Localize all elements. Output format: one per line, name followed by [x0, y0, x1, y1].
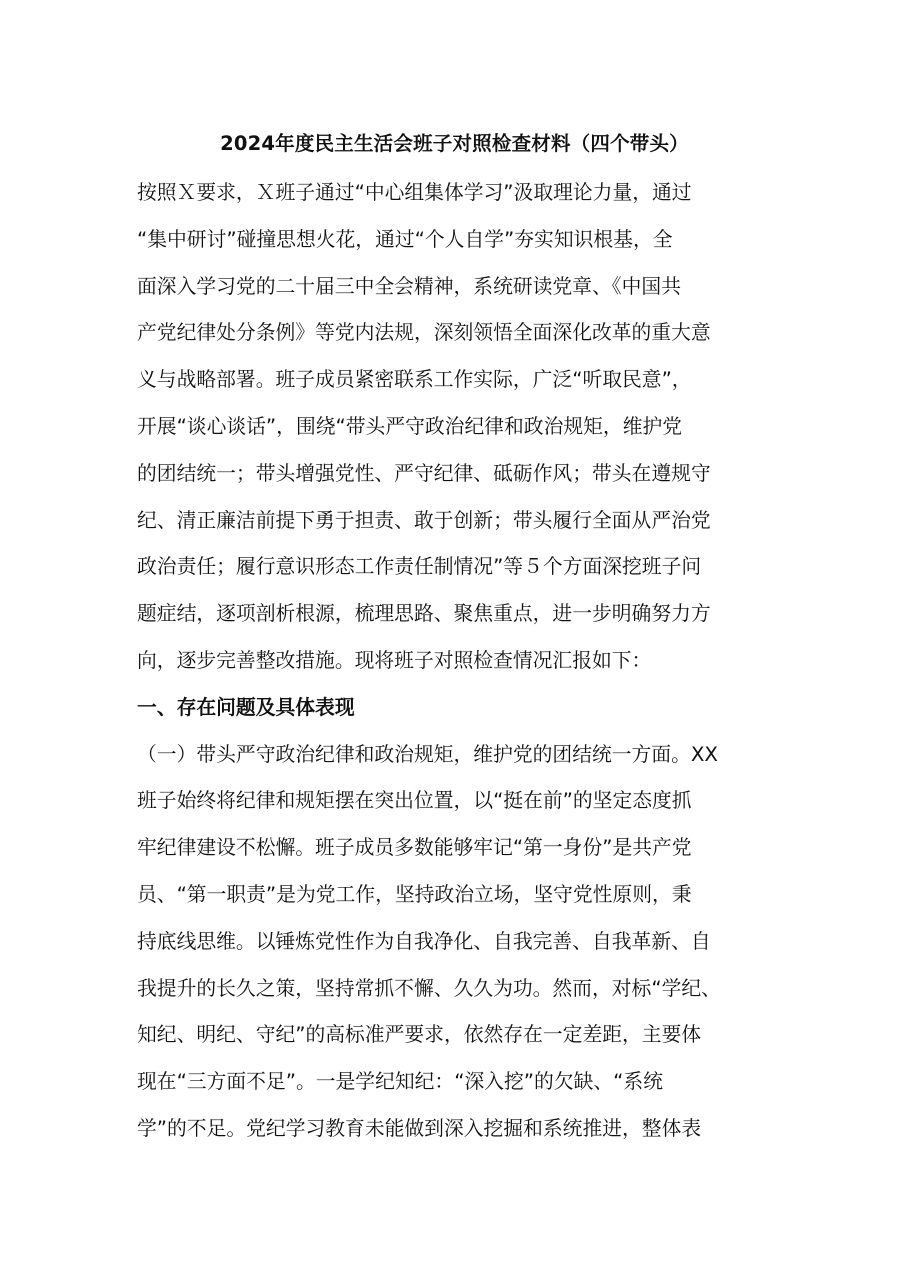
body-line-14: 班子始终将纪律和规矩摆在突出位置，以“挺在前”的坚定态度抓 — [137, 789, 692, 813]
body-line-6: 开展“谈心谈话”，围绕“带头严守政治纪律和政治规矩，维护党 — [137, 414, 683, 438]
body-line-4: 产党纪律处分条例》等党内法规，深刻领悟全面深化改革的重大意 — [137, 321, 711, 345]
section-heading: 一、存在问题及具体表现 — [137, 695, 355, 719]
body-line-7: 的团结统一；带头增强党性、严守纪律、砥砺作风；带头在遵规守 — [137, 461, 711, 485]
body-line-18: 我提升的长久之策，坚持常抓不懈、久久为功。然而，对标“学纪、 — [137, 976, 721, 1000]
document-title: 2024年度民主生活会班子对照检查材料（四个带头） — [220, 132, 689, 155]
document-body — [137, 170, 797, 1153]
body-line-5: 义与战略部署。班子成员紧密联系工作实际，广泛“听取民意”， — [137, 368, 692, 392]
body-line-21: 学”的不足。党纪学习教育未能做到深入挖掘和系统推进，整体表 — [137, 1116, 702, 1140]
body-line-16: 员、“第一职责”是为党工作，坚持政治立场，坚守党性原则，秉 — [137, 882, 692, 906]
body-line-9: 政治责任；履行意识形态工作责任制情况”等５个方面深挖班子问 — [137, 555, 702, 579]
body-line-8: 纪、清正廉洁前提下勇于担责、敢于创新；带头履行全面从严治党 — [137, 508, 711, 532]
body-line-1: 按照Ｘ要求，Ｘ班子通过“中心组集体学习”汲取理论力量，通过 — [137, 181, 692, 204]
body-line-19: 知纪、明纪、守纪”的高标准严要求，依然存在一定差距，主要体 — [137, 1023, 702, 1047]
body-line-2: “集中研讨”碰撞思想火花，通过“个人自学”夯实知识根基，全 — [137, 227, 673, 251]
body-line-10: 题症结，逐项剖析根源，梳理思路、聚焦重点，进一步明确努力方 — [137, 602, 711, 626]
body-line-13: （一）带头严守政治纪律和政治规矩，维护党的团结统一方面。XX — [137, 742, 718, 766]
body-line-20: 现在“三方面不足”。一是学纪知纪：“深入挖”的欠缺、“系统 — [137, 1070, 663, 1094]
body-line-11: 向，逐步完善整改措施。现将班子对照检查情况汇报如下： — [137, 648, 652, 672]
body-line-15: 牢纪律建设不松懈。班子成员多数能够牢记“第一身份”是共产党 — [137, 836, 692, 860]
body-line-17: 持底线思维。以锤炼党性作为自我净化、自我完善、自我革新、自 — [137, 929, 711, 953]
body-line-3: 面深入学习党的二十届三中全会精神，系统研读党章、《中国共 — [137, 274, 681, 298]
